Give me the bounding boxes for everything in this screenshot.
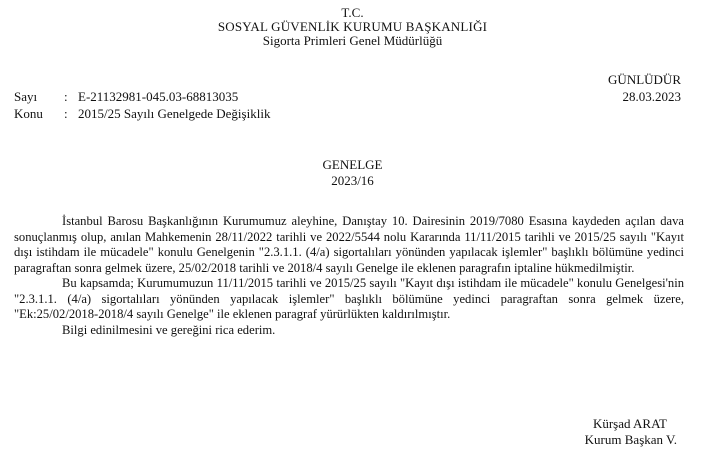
sayi-row <box>14 89 238 105</box>
body-paragraph-2: Bu kapsamda; Kurumumuzun 11/11/2015 tarihli ve 2015/25 sayılı "Kayıt dışı istihdam ile mücadele" konulu Genelgesi'nin "2.3.1.1. (4/a) sigortalıları yönünden yapılacak işlemler" başlıklı bölümüne yedinci paragraftan sonra gelmek üzere, "Ek:25/02/2018-2018/4 sayılı Genelge" ile eklenen paragraf yürürlükten kaldırılmıştır. <box>14 276 684 321</box>
signatory-title: Kurum Başkan V. <box>584 432 677 447</box>
body-paragraph-3: Bilgi edinilmesini ve gereğini rica ederim. <box>62 322 276 337</box>
department-name: Sigorta Primleri Genel Müdürlüğü <box>262 33 443 48</box>
document-body <box>14 214 684 338</box>
sayi-separator: : <box>64 89 68 104</box>
circular-heading: GENELGE <box>322 157 383 172</box>
sayi-value: E-21132981-045.03-68813035 <box>78 89 239 104</box>
konu-row <box>14 106 270 122</box>
document-date: 28.03.2023 <box>622 89 681 104</box>
urgency-label: GÜNLÜDÜR <box>608 72 681 87</box>
konu-separator: : <box>64 106 68 121</box>
konu-label: Konu <box>14 106 43 121</box>
sayi-label: Sayı <box>14 89 38 104</box>
institution-name: SOSYAL GÜVENLİK KURUMU BAŞKANLIĞI <box>217 19 488 34</box>
circular-number: 2023/16 <box>331 173 374 188</box>
body-paragraph-1: İstanbul Barosu Başkanlığının Kurumumuz aleyhine, Danıştay 10. Dairesinin 2019/7080 Esasına kaydeden açılan dava sonuçlanmış olup, anılan Mahkemenin 28/11/2022 tarihli ve 2022/5544 nolu Kararında 11/11/2015 tarihli ve 2015/25 sayılı "Kayıt dışı istihdam ile mücadele" konulu Genelgenin "2.3.1.1. (4/a) sigortalıları yönünden yapılacak işlemler" başlıklı bölümüne yedinci paragraftan sonra gelmek üzere, 25/02/2018 tarihli ve 2018/4 sayılı Genelge ile eklenen paragrafın iptaline hükmedilmiştir. <box>14 214 684 275</box>
konu-value: 2015/25 Sayılı Genelgede Değişiklik <box>78 106 271 121</box>
signatory-name: Kürşad ARAT <box>592 416 667 431</box>
header-tc: T.C. <box>341 5 364 20</box>
